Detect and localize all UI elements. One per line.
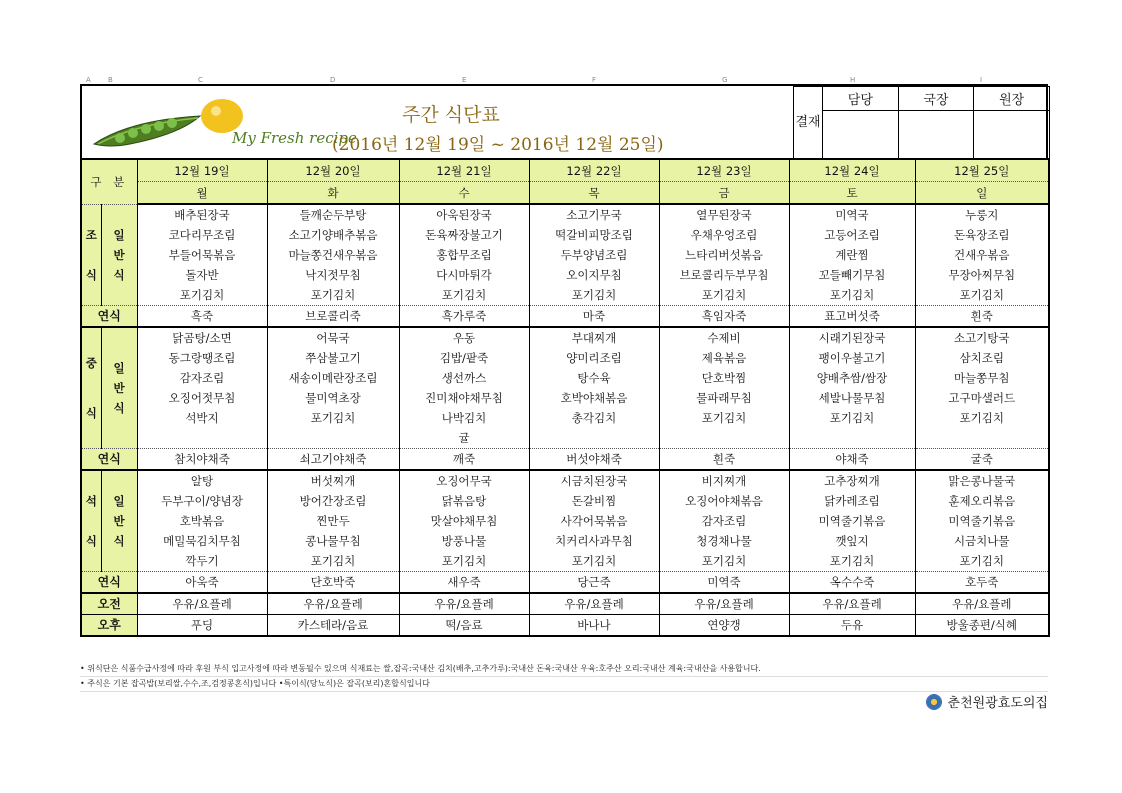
menu-cell	[915, 428, 1049, 449]
signature-cell[interactable]	[823, 111, 899, 160]
menu-cell: 흑가루죽	[399, 306, 529, 328]
menu-cell: 방울종편/식혜	[915, 615, 1049, 637]
menu-cell: 수제비	[659, 327, 789, 348]
menu-cell: 생선까스	[399, 368, 529, 388]
menu-cell: 아욱된장국	[399, 204, 529, 225]
menu-row	[81, 551, 1049, 572]
menu-cell: 귤	[399, 428, 529, 449]
menu-cell: 동그랑땡조림	[137, 348, 267, 368]
meal-category: 석 식	[81, 470, 101, 572]
menu-cell: 닭볶음탕	[399, 491, 529, 511]
menu-row	[81, 348, 1049, 368]
sheet-header	[80, 84, 1048, 158]
menu-cell: 오징어젓무침	[137, 388, 267, 408]
meal-subcategory: 일 반 식	[101, 204, 137, 306]
menu-cell: 소고기탕국	[915, 327, 1049, 348]
soft-diet-label: 연식	[81, 306, 137, 328]
menu-cell: 꼬들빼기무침	[789, 265, 915, 285]
menu-cell: 부들어묵볶음	[137, 245, 267, 265]
meal-subcategory: 일 반 식	[101, 327, 137, 449]
menu-cell: 훈제오리볶음	[915, 491, 1049, 511]
menu-row	[81, 388, 1049, 408]
date-header: 12월 21일	[399, 159, 529, 182]
menu-cell: 돈갈비찜	[529, 491, 659, 511]
meal-category: 중 식	[81, 327, 101, 449]
menu-cell: 포기김치	[659, 408, 789, 428]
menu-cell: 푸딩	[137, 615, 267, 637]
menu-cell: 흰죽	[915, 306, 1049, 328]
menu-cell: 굴죽	[915, 449, 1049, 471]
column-letter: H	[850, 76, 856, 84]
weekday-header: 화	[267, 182, 399, 205]
menu-cell: 닭카레조림	[789, 491, 915, 511]
menu-cell: 오징어무국	[399, 470, 529, 491]
menu-cell: 마죽	[529, 306, 659, 328]
menu-cell: 호박볶음	[137, 511, 267, 531]
menu-cell: 사각어묵볶음	[529, 511, 659, 531]
menu-cell: 진미채야채무침	[399, 388, 529, 408]
menu-cell: 버섯찌개	[267, 470, 399, 491]
menu-cell: 버섯야채죽	[529, 449, 659, 471]
menu-cell: 누룽지	[915, 204, 1049, 225]
menu-cell: 포기김치	[789, 408, 915, 428]
menu-cell: 우유/요플레	[915, 593, 1049, 615]
date-header: 12월 24일	[789, 159, 915, 182]
menu-cell: 삼치조림	[915, 348, 1049, 368]
menu-cell: 포기김치	[529, 551, 659, 572]
menu-cell: 야채죽	[789, 449, 915, 471]
menu-cell	[137, 428, 267, 449]
column-letter: A	[86, 76, 91, 84]
column-letter: C	[198, 76, 203, 84]
am-snack-label: 오전	[81, 593, 137, 615]
meal-subcategory: 일 반 식	[101, 470, 137, 572]
menu-cell: 떡갈비피망조림	[529, 225, 659, 245]
column-letter: G	[722, 76, 728, 84]
menu-cell: 미역국	[789, 204, 915, 225]
soft-diet-row	[81, 449, 1049, 471]
menu-cell: 시금치나물	[915, 531, 1049, 551]
menu-cell: 미역줄기볶음	[789, 511, 915, 531]
menu-cell: 홍합무조림	[399, 245, 529, 265]
menu-row	[81, 285, 1049, 306]
menu-row	[81, 368, 1049, 388]
menu-cell: 우유/요플레	[659, 593, 789, 615]
menu-cell: 물미역초장	[267, 388, 399, 408]
menu-cell: 두부구이/양념장	[137, 491, 267, 511]
menu-cell: 코다리무조림	[137, 225, 267, 245]
pm-snack-row	[81, 615, 1049, 637]
logo-text: My Fresh recipe	[232, 129, 357, 147]
menu-cell: 무장아찌무침	[915, 265, 1049, 285]
soft-diet-label: 연식	[81, 449, 137, 471]
menu-cell: 포기김치	[789, 285, 915, 306]
menu-row	[81, 470, 1049, 491]
menu-cell: 카스테라/음료	[267, 615, 399, 637]
menu-cell: 미역죽	[659, 572, 789, 594]
soft-diet-label: 연식	[81, 572, 137, 594]
soft-diet-row	[81, 572, 1049, 594]
menu-cell: 돌자반	[137, 265, 267, 285]
signature-cell[interactable]	[974, 111, 1050, 160]
menu-cell: 단호박죽	[267, 572, 399, 594]
approval-role: 원장	[974, 87, 1050, 111]
am-snack-row	[81, 593, 1049, 615]
menu-cell: 물파래무침	[659, 388, 789, 408]
menu-cell: 김밥/팥죽	[399, 348, 529, 368]
date-row	[81, 159, 1049, 182]
menu-cell: 건새우볶음	[915, 245, 1049, 265]
menu-cell: 우유/요플레	[399, 593, 529, 615]
menu-cell	[659, 428, 789, 449]
menu-cell: 시래기된장국	[789, 327, 915, 348]
menu-cell: 포기김치	[399, 285, 529, 306]
menu-cell: 포기김치	[789, 551, 915, 572]
menu-cell: 당근죽	[529, 572, 659, 594]
menu-cell: 맛살야채무침	[399, 511, 529, 531]
menu-cell: 제육볶음	[659, 348, 789, 368]
menu-cell: 오이지무침	[529, 265, 659, 285]
column-letter: I	[980, 76, 983, 84]
menu-cell: 나박김치	[399, 408, 529, 428]
meal-category: 조 식	[81, 204, 101, 306]
menu-cell: 표고버섯죽	[789, 306, 915, 328]
menu-cell: 우유/요플레	[137, 593, 267, 615]
menu-cell	[789, 428, 915, 449]
menu-cell: 브로콜리두부무침	[659, 265, 789, 285]
day-row	[81, 182, 1049, 205]
date-range: (2016년 12월 19일 ~ 2016년 12월 25일)	[332, 135, 664, 155]
menu-row	[81, 408, 1049, 428]
date-header: 12월 22일	[529, 159, 659, 182]
soft-diet-row	[81, 306, 1049, 328]
menu-cell: 시금치된장국	[529, 470, 659, 491]
menu-row	[81, 225, 1049, 245]
menu-cell: 고등어조림	[789, 225, 915, 245]
org-seal-icon	[926, 694, 942, 710]
approval-label: 결재	[794, 87, 823, 160]
weekday-header: 월	[137, 182, 267, 205]
menu-cell: 깨죽	[399, 449, 529, 471]
spreadsheet-page	[80, 78, 1048, 718]
menu-cell: 고추장찌개	[789, 470, 915, 491]
note-line: • 주식은 기본 잡곡밥(보리쌀,수수,조,검정콩혼식)입니다 •특이식(당뇨식)은 잡곡(보리)혼합식입니다	[80, 677, 1048, 692]
column-letter: E	[462, 76, 467, 84]
menu-row	[81, 428, 1049, 449]
menu-cell: 마늘쫑건새우볶음	[267, 245, 399, 265]
menu-cell: 포기김치	[529, 285, 659, 306]
menu-cell: 치커리사과무침	[529, 531, 659, 551]
page-title: 주간 식단표	[402, 104, 500, 126]
menu-cell: 새우죽	[399, 572, 529, 594]
menu-cell: 호박야채볶음	[529, 388, 659, 408]
menu-cell: 미역줄기볶음	[915, 511, 1049, 531]
menu-cell: 쭈삼불고기	[267, 348, 399, 368]
menu-cell: 찐만두	[267, 511, 399, 531]
menu-cell: 새송이메란장조림	[267, 368, 399, 388]
menu-cell: 떡/음료	[399, 615, 529, 637]
menu-cell	[267, 428, 399, 449]
menu-cell: 어묵국	[267, 327, 399, 348]
menu-row	[81, 265, 1049, 285]
menu-row	[81, 204, 1049, 225]
menu-cell: 우유/요플레	[529, 593, 659, 615]
menu-cell: 총각김치	[529, 408, 659, 428]
menu-row	[81, 245, 1049, 265]
menu-cell: 낙지젓무침	[267, 265, 399, 285]
weekday-header: 수	[399, 182, 529, 205]
column-letter: B	[108, 76, 113, 84]
menu-cell: 청경채나물	[659, 531, 789, 551]
menu-cell: 깍두기	[137, 551, 267, 572]
menu-cell: 소고기무국	[529, 204, 659, 225]
date-header: 12월 23일	[659, 159, 789, 182]
note-line: • 위식단은 식품수급사정에 따라 후원 부식 입고사정에 따라 변동될수 있으며 식재료는 쌀,잡곡:국내산 김치(배추,고추가루):국내산 돈육:국내산 우육:호주산 오리:국내산 계육:국내산을 사용합니다.	[80, 662, 1048, 677]
menu-cell: 포기김치	[267, 408, 399, 428]
category-header: 구 분	[81, 159, 137, 204]
menu-cell: 방풍나물	[399, 531, 529, 551]
menu-cell: 알탕	[137, 470, 267, 491]
menu-cell: 포기김치	[915, 408, 1049, 428]
menu-cell: 탕수육	[529, 368, 659, 388]
menu-cell: 들깨순두부탕	[267, 204, 399, 225]
menu-row	[81, 511, 1049, 531]
menu-cell: 포기김치	[267, 551, 399, 572]
menu-cell: 포기김치	[915, 285, 1049, 306]
menu-cell: 감자조림	[137, 368, 267, 388]
menu-cell: 포기김치	[915, 551, 1049, 572]
menu-cell: 아욱죽	[137, 572, 267, 594]
menu-cell: 부대찌개	[529, 327, 659, 348]
org-name: 춘천원광효도의집	[947, 696, 1048, 711]
menu-cell	[529, 428, 659, 449]
menu-cell: 열무된장국	[659, 204, 789, 225]
menu-cell: 단호박찜	[659, 368, 789, 388]
menu-cell: 돈육장조림	[915, 225, 1049, 245]
weekday-header: 일	[915, 182, 1049, 205]
menu-cell: 닭곰탕/소면	[137, 327, 267, 348]
menu-cell: 포기김치	[659, 285, 789, 306]
menu-cell: 흑임자죽	[659, 306, 789, 328]
menu-row	[81, 531, 1049, 551]
date-header: 12월 25일	[915, 159, 1049, 182]
date-header: 12월 19일	[137, 159, 267, 182]
weekday-header: 목	[529, 182, 659, 205]
menu-cell: 돈육짜장불고기	[399, 225, 529, 245]
peapod-logo	[90, 94, 357, 156]
column-letter: F	[592, 76, 597, 84]
menu-cell: 포기김치	[659, 551, 789, 572]
notes	[80, 662, 1048, 692]
weekday-header: 금	[659, 182, 789, 205]
menu-cell: 포기김치	[267, 285, 399, 306]
menu-cell: 방어간장조림	[267, 491, 399, 511]
approval-role: 국장	[898, 87, 974, 111]
signature-cell[interactable]	[898, 111, 974, 160]
menu-cell: 감자조림	[659, 511, 789, 531]
weekly-menu-table	[80, 158, 1050, 637]
menu-cell: 느타리버섯볶음	[659, 245, 789, 265]
menu-cell: 콩나물무침	[267, 531, 399, 551]
approval-box	[793, 86, 1050, 160]
menu-cell: 쇠고기야채죽	[267, 449, 399, 471]
menu-cell: 브로콜리죽	[267, 306, 399, 328]
menu-cell: 두부양념조림	[529, 245, 659, 265]
weekday-header: 토	[789, 182, 915, 205]
menu-cell: 흰죽	[659, 449, 789, 471]
menu-cell: 양배추쌈/쌈장	[789, 368, 915, 388]
menu-cell: 흑죽	[137, 306, 267, 328]
menu-cell: 호두죽	[915, 572, 1049, 594]
menu-cell: 두유	[789, 615, 915, 637]
organization	[926, 692, 1048, 711]
menu-cell: 배추된장국	[137, 204, 267, 225]
menu-cell: 우채우엉조림	[659, 225, 789, 245]
menu-cell: 우동	[399, 327, 529, 348]
menu-cell: 포기김치	[137, 285, 267, 306]
menu-cell: 계란찜	[789, 245, 915, 265]
menu-cell: 맑은콩나물국	[915, 470, 1049, 491]
menu-cell: 세발나물무침	[789, 388, 915, 408]
menu-cell: 포기김치	[399, 551, 529, 572]
menu-cell: 메밀묵김치무침	[137, 531, 267, 551]
menu-cell: 소고기양배추볶음	[267, 225, 399, 245]
menu-cell: 석박지	[137, 408, 267, 428]
menu-cell: 팽이우불고기	[789, 348, 915, 368]
menu-cell: 연양갱	[659, 615, 789, 637]
pm-snack-label: 오후	[81, 615, 137, 637]
menu-cell: 양미리조림	[529, 348, 659, 368]
menu-cell: 마늘쫑무침	[915, 368, 1049, 388]
menu-cell: 오징어야채볶음	[659, 491, 789, 511]
menu-cell: 바나나	[529, 615, 659, 637]
date-header: 12월 20일	[267, 159, 399, 182]
menu-cell: 참치야채죽	[137, 449, 267, 471]
menu-row	[81, 327, 1049, 348]
menu-cell: 옥수수죽	[789, 572, 915, 594]
column-letter: D	[330, 76, 336, 84]
menu-cell: 우유/요플레	[789, 593, 915, 615]
menu-cell: 다시마튀각	[399, 265, 529, 285]
menu-row	[81, 491, 1049, 511]
menu-cell: 고구마샐러드	[915, 388, 1049, 408]
menu-cell: 깻잎지	[789, 531, 915, 551]
approval-role: 담당	[823, 87, 899, 111]
menu-cell: 우유/요플레	[267, 593, 399, 615]
menu-cell: 비지찌개	[659, 470, 789, 491]
